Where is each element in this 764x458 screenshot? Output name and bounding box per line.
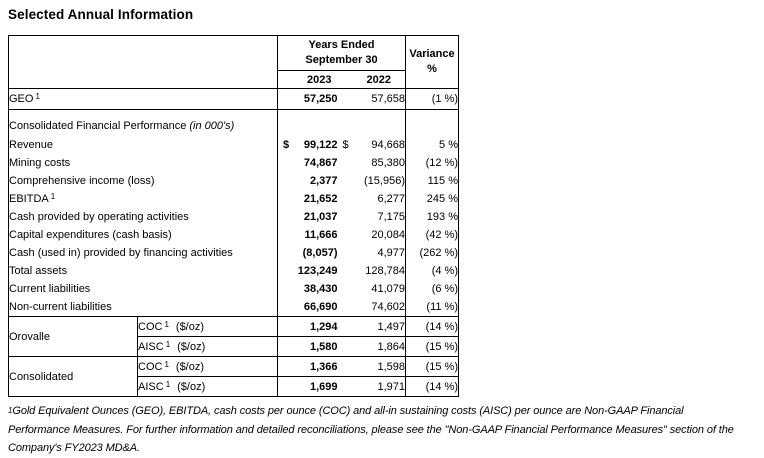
- metric-unit: ($/oz): [175, 320, 205, 333]
- cell-variance: (42 %): [406, 226, 459, 244]
- cell-2023: 1,294: [278, 317, 338, 337]
- table-row-cash-financing: [9, 244, 459, 262]
- section-header-row: [9, 110, 459, 137]
- cell-variance: 5 %: [406, 136, 459, 154]
- cell-variance: (12 %): [406, 154, 459, 172]
- section-header-label: Consolidated Financial Performance: [9, 120, 187, 132]
- row-label-cell: [9, 262, 278, 280]
- row-label-cell: [9, 298, 278, 317]
- row-footnote-marker: [53, 138, 55, 147]
- row-label-cell: [9, 190, 278, 208]
- cell-2022: 85,380: [371, 157, 405, 169]
- row-label-cell: [9, 136, 278, 154]
- years-ended-header: [278, 36, 406, 71]
- header-row-1: [9, 36, 459, 71]
- cell-2023: 1,366: [278, 357, 338, 377]
- cell-variance: (15 %): [406, 357, 459, 377]
- years-ended-line2: September 30: [305, 54, 378, 66]
- cell-2023: 74,867: [278, 154, 338, 172]
- metric-footnote-marker: 1: [164, 359, 169, 369]
- cell-2023: 21,037: [278, 208, 338, 226]
- row-label-cell: [9, 244, 278, 262]
- page-title: Selected Annual Information: [8, 7, 194, 22]
- table-row-current-liabilities: [9, 280, 459, 298]
- value-2022: 94,668: [371, 139, 405, 151]
- metric-label-cell: [138, 337, 278, 357]
- row-footnote-marker: 1: [50, 192, 56, 201]
- footnote-line-2: Performance Measures. For further information and detailed reconciliations, please see the "Non-GAAP Financial Performance Measures" section of the: [8, 423, 734, 436]
- variance-header: [406, 36, 459, 89]
- table-row-orovalle-coc: [9, 317, 459, 337]
- cell-2023: 123,249: [278, 262, 338, 280]
- metric-footnote-marker: 1: [165, 379, 171, 389]
- variance-line1: Variance: [409, 48, 455, 60]
- variance-line2: %: [427, 63, 437, 75]
- geo-2022-value: 57,658: [338, 89, 406, 110]
- geo-label-cell: [9, 89, 278, 110]
- row-label: Cash provided by operating activities: [9, 211, 189, 223]
- row-label-cell: [9, 226, 278, 244]
- cell-2022: 1,497: [338, 317, 406, 337]
- cell-2023: [278, 136, 338, 154]
- cell-variance: (14 %): [406, 377, 459, 397]
- table-row-consolidated-coc: [9, 357, 459, 377]
- section-header-note: (in 000's): [189, 120, 235, 132]
- cell-2022: 1,971: [377, 380, 405, 393]
- value-2023: 99,122: [303, 139, 338, 151]
- metric-label-cell: [138, 357, 278, 377]
- row-label: Revenue: [9, 139, 54, 151]
- metric-footnote-marker: 1: [164, 319, 169, 329]
- row-label: Non-current liabilities: [9, 301, 112, 313]
- cell-2022: 41,079: [371, 283, 405, 295]
- cell-2023: 1,580: [278, 337, 338, 357]
- cell-2022: 4,977: [377, 247, 405, 259]
- metric-unit: ($/oz): [175, 360, 205, 373]
- cell-2023: 21,652: [278, 190, 338, 208]
- cell-2022: [338, 136, 406, 154]
- group-label-orovalle: Orovalle: [9, 317, 138, 357]
- header-empty-cell: [9, 36, 278, 89]
- group-label-consolidated: Consolidated: [9, 370, 74, 383]
- footnote-line-1: [8, 402, 760, 421]
- geo-footnote-marker: 1: [35, 92, 40, 101]
- row-label: Capital expenditures (cash basis): [9, 229, 172, 241]
- row-label-cell: [9, 280, 278, 298]
- row-label: Total assets: [9, 265, 68, 277]
- cell-2023: 2,377: [278, 172, 338, 190]
- cell-2022: 6,277: [377, 193, 405, 205]
- annual-info-table: [8, 35, 459, 397]
- cell-2023: (8,057): [278, 244, 338, 262]
- table-row-mining-costs: [9, 154, 459, 172]
- metric-unit: ($/oz): [177, 340, 206, 353]
- table-row-comprehensive-income: [9, 172, 459, 190]
- row-label-cell: [9, 172, 278, 190]
- metric-unit: ($/oz): [177, 380, 206, 393]
- row-label: Current liabilities: [9, 283, 91, 295]
- table-row-cash-operating: [9, 208, 459, 226]
- metric-label-cell: [138, 317, 278, 337]
- cell-2022: 20,084: [371, 229, 405, 241]
- geo-label: GEO: [9, 93, 34, 105]
- row-label-cell: [9, 154, 278, 172]
- cell-2023: 66,690: [278, 298, 338, 317]
- metric-name: AISC: [138, 340, 164, 353]
- cell-variance: (15 %): [406, 337, 459, 357]
- footnote-marker: 1: [8, 406, 13, 415]
- cell-2023: 38,430: [278, 280, 338, 298]
- col-header-2023: 2023: [278, 71, 338, 89]
- cell-2022: 128,784: [365, 265, 405, 277]
- metric-name: AISC: [138, 380, 164, 393]
- metric-name: COC: [138, 360, 163, 373]
- section-header-cell: [9, 110, 278, 137]
- table-row-total-assets: [9, 262, 459, 280]
- footnote: [8, 402, 760, 458]
- footnote-line-3: Company's FY2023 MD&A.: [8, 442, 140, 454]
- metric-label-cell: [138, 377, 278, 397]
- row-label-cell: [9, 208, 278, 226]
- cell-variance: 115 %: [406, 172, 459, 190]
- table-row-revenue: [9, 136, 459, 154]
- currency-symbol: $: [283, 139, 290, 151]
- table-row-noncurrent-liabilities: [9, 298, 459, 317]
- years-ended-line1: Years Ended: [308, 39, 375, 51]
- row-label: EBITDA: [9, 193, 49, 205]
- row-geo: [9, 89, 459, 110]
- row-label: Comprehensive income (loss): [9, 175, 155, 187]
- geo-variance-value: (1 %): [406, 89, 459, 110]
- metric-footnote-marker: 1: [165, 339, 171, 349]
- row-label: Cash (used in) provided by financing activities: [9, 247, 233, 259]
- cell-variance: (11 %): [406, 298, 459, 317]
- cell-variance: 245 %: [406, 190, 459, 208]
- row-label: Mining costs: [9, 157, 71, 169]
- cell-variance: (6 %): [406, 280, 459, 298]
- cell-variance: 193 %: [406, 208, 459, 226]
- cell-2022: 7,175: [377, 211, 405, 223]
- cell-variance: (262 %): [406, 244, 459, 262]
- cell-2022: 1,864: [338, 337, 406, 357]
- cell-2022: (15,956): [364, 175, 405, 187]
- cell-2022: 1,598: [338, 357, 406, 377]
- table-row-capital-expenditures: [9, 226, 459, 244]
- cell-2023: 1,699: [278, 377, 338, 397]
- metric-name: COC: [138, 320, 163, 333]
- currency-symbol: $: [342, 139, 349, 151]
- geo-2023-value: 57,250: [278, 89, 338, 110]
- table-row-ebitda: [9, 190, 459, 208]
- footnote-text-1: Gold Equivalent Ounces (GEO), EBITDA, cash costs per ounce (COC) and all-in sustaining costs (AISC) per ounce are Non-GAAP Financial: [12, 405, 684, 417]
- col-header-2022: 2022: [338, 71, 406, 89]
- cell-2023: 11,666: [278, 226, 338, 244]
- cell-2022: 74,602: [338, 298, 406, 317]
- cell-variance: (4 %): [406, 262, 459, 280]
- cell-variance: (14 %): [406, 317, 459, 337]
